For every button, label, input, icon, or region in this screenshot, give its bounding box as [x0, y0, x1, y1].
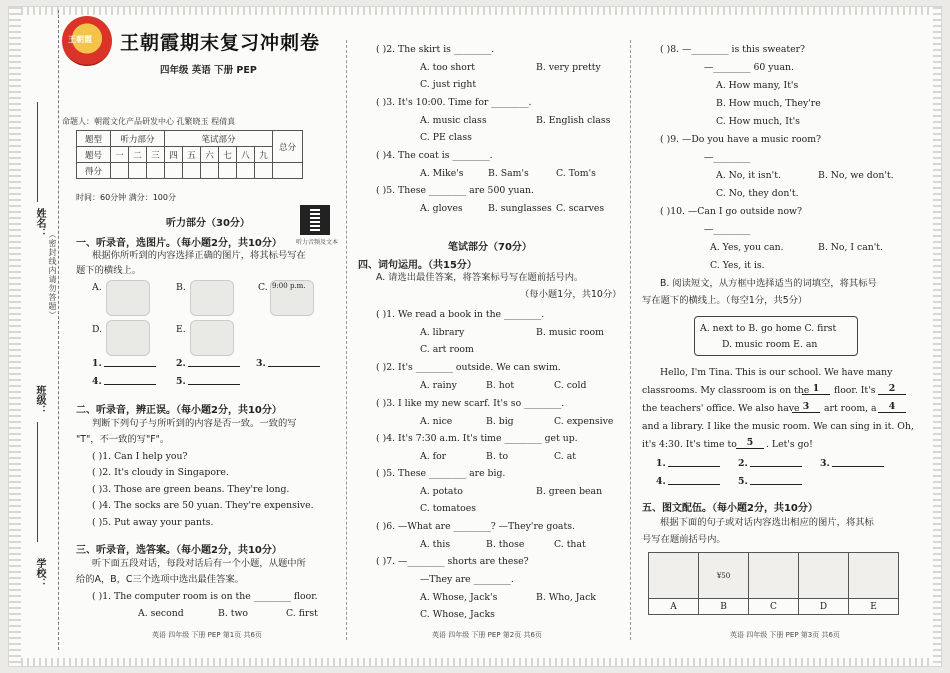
option[interactable]: B. big: [486, 416, 514, 427]
answer-2-label: 2.: [176, 358, 186, 369]
question: ( )7. —________ shorts are these?: [376, 556, 529, 567]
passage-blank-4[interactable]: 4: [878, 401, 906, 413]
option[interactable]: B. those: [486, 539, 525, 550]
option[interactable]: A. nice: [420, 416, 453, 427]
image-label: A: [649, 599, 699, 615]
school-label: 学校：: [34, 558, 45, 588]
option[interactable]: B. very pretty: [536, 62, 601, 73]
question: ( )2. The skirt is ________.: [376, 44, 495, 55]
tf-bracket[interactable]: ( )1.: [92, 451, 112, 462]
answer-1-blank[interactable]: [104, 358, 156, 371]
question: ( )5. These ________ are big.: [376, 468, 506, 479]
option[interactable]: A. rainy: [420, 380, 457, 391]
option[interactable]: C. PE class: [420, 132, 472, 143]
score-blank[interactable]: [129, 163, 147, 179]
option[interactable]: A. Mike's: [420, 168, 464, 179]
option[interactable]: C. Whose, Jacks: [420, 609, 495, 620]
question: ( )2. It's ________ outside. We can swim.: [376, 362, 561, 373]
question: ( )5. These ________ are 500 yuan.: [376, 185, 534, 196]
qr-caption: 听力音频及文本: [296, 239, 339, 246]
passage-line: and a library. I like the music room. We can sing in it. Oh,: [642, 421, 914, 432]
option[interactable]: C. expensive: [554, 416, 614, 427]
vegetables-picture[interactable]: [106, 320, 150, 356]
passage-blank-5[interactable]: 5: [736, 437, 764, 449]
tf-sentence: Put away your pants.: [114, 517, 214, 528]
authors: 命题人：朝霞文化产品研发中心 孔繁晓玉 程倩真: [62, 117, 236, 126]
score-blank[interactable]: [183, 163, 201, 179]
option[interactable]: C. just right: [420, 79, 477, 90]
tf-item-1: [92, 451, 187, 463]
score-cell: 四: [165, 147, 183, 163]
option[interactable]: A. this: [420, 539, 451, 550]
answer-4-label: 4.: [92, 376, 102, 387]
question-line-2: —________: [704, 152, 751, 163]
section-1-instruction: 根据你所听到的内容选择正确的图片，将其标号写在: [92, 250, 306, 261]
brand-logo: [62, 16, 112, 66]
score-cell: 听力部分: [111, 131, 165, 147]
sheep-picture[interactable]: [190, 320, 234, 356]
option[interactable]: B. How much, They're: [716, 98, 821, 109]
option[interactable]: A. gloves: [420, 203, 463, 214]
tf-bracket[interactable]: ( )2.: [92, 467, 112, 478]
score-cell: 二: [129, 147, 147, 163]
option[interactable]: B. English class: [536, 115, 611, 126]
pic-label-d: D.: [92, 324, 103, 335]
score-cell: 三: [147, 147, 165, 163]
decorative-border: [9, 7, 941, 15]
exam-header: [62, 16, 338, 94]
exam-subtitle: 四年级 英语 下册 PEP: [160, 65, 257, 76]
option[interactable]: B. No, we don't.: [818, 170, 894, 181]
question-line-2: —________: [704, 224, 751, 235]
tf-bracket[interactable]: ( )4.: [92, 500, 112, 511]
answer-2-blank[interactable]: [188, 358, 240, 371]
question: ( )9. —Do you have a music room?: [660, 134, 822, 145]
passage-line: the teachers' office. We also have: [642, 403, 800, 414]
option[interactable]: B. Sam's: [488, 168, 529, 179]
option[interactable]: C. Yes, it is.: [710, 260, 765, 271]
section-2-instruction: 判断下列句子与所听到的内容是否一致。一致的写: [92, 418, 297, 429]
option[interactable]: C. art room: [420, 344, 474, 355]
score-blank[interactable]: [165, 163, 183, 179]
passage-line: floor. It's: [834, 385, 876, 396]
option[interactable]: A. music class: [420, 115, 487, 126]
question: ( )6. —What are ________? —They're goats.: [376, 521, 575, 532]
image-label: E: [849, 599, 899, 615]
girl-picture[interactable]: [749, 553, 799, 599]
clock-time-text: 9:00 p.m.: [272, 282, 306, 290]
passage-line: . Let's go!: [766, 439, 813, 450]
answer-5-label: 5.: [176, 376, 186, 387]
passage-line: it's 4:30. It's time to: [642, 439, 737, 450]
section-4a-score: （每小题1分，共10分）: [520, 289, 622, 300]
passage-blank-1[interactable]: 1: [802, 383, 830, 395]
tf-sentence: It's cloudy in Singapore.: [114, 467, 229, 478]
question: ( )4. It's 7:30 a.m. It's time ________ get up.: [376, 433, 578, 444]
question-line-2: —________ 60 yuan.: [704, 62, 794, 73]
answer-3-label: 3.: [820, 458, 830, 469]
tf-item-2: [92, 467, 229, 479]
option[interactable]: C. tomatoes: [420, 503, 476, 514]
hat-picture[interactable]: [106, 280, 150, 316]
passage-line: classrooms. My classroom is on the: [642, 385, 810, 396]
tf-bracket[interactable]: ( )5.: [92, 517, 112, 528]
answer-4-label: 4.: [656, 476, 666, 487]
section-5-instruction: 根据下面的句子或对话内容选出相应的图片，将其标: [660, 517, 874, 528]
option[interactable]: B. hot: [486, 380, 515, 391]
section-4b-instruction: 写在题下的横线上。（每空1分，共5分）: [642, 295, 808, 306]
tf-item-4: [92, 500, 314, 512]
score-blank[interactable]: [255, 163, 273, 179]
pic-label-b: B.: [176, 282, 186, 293]
name-line: [37, 102, 38, 202]
section-2-title: 二、听录音，辨正误。（每小题2分，共10分）: [76, 405, 282, 416]
mountains-picture[interactable]: [649, 553, 699, 599]
option[interactable]: C. that: [554, 539, 586, 550]
passage-blank-2[interactable]: 2: [878, 383, 906, 395]
option[interactable]: A. second: [138, 608, 184, 619]
option[interactable]: B. green bean: [536, 486, 603, 497]
page-footer: 英语 四年级 下册 PEP 第2页 共6页: [432, 631, 542, 639]
answer-1-label: 1.: [92, 358, 102, 369]
option[interactable]: A. potato: [420, 486, 463, 497]
passage-line: Hello, I'm Tina. This is our school. We have many: [660, 367, 893, 378]
window-picture[interactable]: [849, 553, 899, 599]
score-table: [76, 130, 303, 179]
picture-match-table: [648, 552, 899, 615]
option[interactable]: C. scarves: [556, 203, 605, 214]
score-blank[interactable]: [201, 163, 219, 179]
option[interactable]: A. No, it isn't.: [716, 170, 781, 181]
score-cell: 题型: [77, 131, 111, 147]
sun-picture[interactable]: [190, 280, 234, 316]
section-4b-instruction: B. 阅读短文，从方框中选择适当的词填空，将其标号: [660, 278, 877, 289]
answer-2-blank[interactable]: [750, 458, 802, 471]
section-4a-instruction: A. 请选出最佳答案，将答案标号写在题前括号内。: [376, 272, 584, 283]
listening-question-1: ( )1. The computer room is on the ________ floor.: [92, 591, 318, 602]
score-cell: 八: [237, 147, 255, 163]
section-5-title: 五、图文配伍。（每小题2分，共10分）: [642, 503, 818, 514]
decorative-border: [933, 7, 941, 666]
question: ( )3. I like my new scarf. It's so ________.: [376, 398, 565, 409]
answer-1-label: 1.: [656, 458, 666, 469]
tf-item-3: [92, 484, 289, 496]
tf-item-5: [92, 517, 213, 529]
section-1-title: 一、听录音，选图片。（每小题2分，共10分）: [76, 238, 282, 249]
section-3-instruction: 听下面五段对话，每段对话后有一个小题，从题中所: [92, 558, 306, 569]
option[interactable]: A. Whose, Jack's: [420, 592, 498, 603]
answer-2-label: 2.: [738, 458, 748, 469]
score-blank[interactable]: [111, 163, 129, 179]
pic-label-a: A.: [92, 282, 102, 293]
score-cell: 题号: [77, 147, 111, 163]
image-label: B: [699, 599, 749, 615]
score-cell: 六: [201, 147, 219, 163]
option[interactable]: B. to: [486, 451, 509, 462]
option[interactable]: A. too short: [420, 62, 476, 73]
question: ( )8. —________ is this sweater?: [660, 44, 806, 55]
class-line: [37, 422, 38, 542]
column-divider: [346, 40, 347, 640]
score-cell: 一: [111, 147, 129, 163]
fold-line: [58, 10, 59, 650]
decorative-border: [9, 658, 941, 666]
tf-sentence: Can I help you?: [114, 451, 188, 462]
section-1-instruction: 题下的横线上。: [76, 265, 142, 276]
answer-5-blank[interactable]: [188, 376, 240, 389]
time-info: 时间：60分钟 满分：100分: [76, 193, 176, 202]
option[interactable]: B. two: [218, 608, 249, 619]
qr-code-icon[interactable]: [300, 205, 330, 235]
option[interactable]: B. music room: [536, 327, 604, 338]
answer-3-label: 3.: [256, 358, 266, 369]
section-5-instruction: 号写在题前括号内。: [642, 534, 726, 545]
option[interactable]: A. Yes, you can.: [710, 242, 784, 253]
listening-part-title: 听力部分（30分）: [166, 218, 250, 229]
score-blank[interactable]: [219, 163, 237, 179]
option[interactable]: C. at: [554, 451, 576, 462]
potatoes-picture[interactable]: [799, 553, 849, 599]
answer-5-label: 5.: [738, 476, 748, 487]
answer-3-blank[interactable]: [832, 458, 884, 471]
option[interactable]: B. sunglasses: [488, 203, 552, 214]
option[interactable]: B. Who, Jack: [536, 592, 596, 603]
score-cell: 笔试部分: [165, 131, 273, 147]
section-2-instruction: "T"，不一致的写"F"。: [76, 434, 170, 445]
tf-bracket[interactable]: ( )3.: [92, 484, 112, 495]
sweater-picture[interactable]: [699, 553, 749, 599]
option[interactable]: C. Tom's: [556, 168, 596, 179]
tf-sentence: Those are green beans. They're long.: [114, 484, 290, 495]
question: ( )4. The coat is ________.: [376, 150, 493, 161]
answer-5-blank[interactable]: [750, 476, 802, 489]
pic-label-c: C.: [258, 282, 268, 293]
pic-label-e: E.: [176, 324, 186, 335]
exam-title: 王朝霞期末复习冲刺卷: [120, 32, 321, 54]
price-tag: ¥50: [716, 571, 731, 580]
binding-note: （密封线内请勿答题）: [48, 230, 57, 320]
score-blank[interactable]: [147, 163, 165, 179]
column-divider: [630, 40, 631, 640]
section-4-title: 四、词句运用。（共15分）: [358, 260, 477, 271]
image-label: C: [749, 599, 799, 615]
page-footer: 英语 四年级 下册 PEP 第3页 共6页: [730, 631, 840, 639]
score-cell: 总分: [273, 131, 303, 163]
class-label: 班级：: [34, 385, 45, 415]
score-cell: 七: [219, 147, 237, 163]
option[interactable]: C. first: [286, 608, 318, 619]
score-cell: 九: [255, 147, 273, 163]
answer-3-blank[interactable]: [268, 358, 320, 371]
question: ( )3. It's 10:00. Time for ________.: [376, 97, 532, 108]
page-footer: 英语 四年级 下册 PEP 第1页 共6页: [152, 631, 262, 639]
answer-1-blank[interactable]: [668, 458, 720, 471]
question-line-2: —They are ________.: [420, 574, 514, 585]
option[interactable]: C. No, they don't.: [716, 188, 799, 199]
score-cell: 五: [183, 147, 201, 163]
option[interactable]: A. library: [420, 327, 465, 338]
tf-sentence: The socks are 50 yuan. They're expensive.: [114, 500, 314, 511]
section-3-instruction: 给的A，B，C三个选项中选出最佳答案。: [76, 574, 244, 585]
option[interactable]: C. cold: [554, 380, 587, 391]
section-3-title: 三、听录音，选答案。（每小题2分，共10分）: [76, 545, 282, 556]
question: ( )10. —Can I go outside now?: [660, 206, 802, 217]
written-part-title: 笔试部分（70分）: [448, 242, 532, 253]
option[interactable]: B. No, I can't.: [818, 242, 883, 253]
answer-4-blank[interactable]: [668, 476, 720, 489]
option[interactable]: C. How much, It's: [716, 116, 800, 127]
word-bank-row: A. next to B. go home C. first: [700, 323, 837, 334]
score-cell: 得分: [77, 163, 111, 179]
word-bank-row: D. music room E. an: [722, 339, 818, 350]
binding-strip: [14, 10, 60, 650]
passage-blank-3[interactable]: 3: [792, 401, 820, 413]
question: ( )1. We read a book in the ________.: [376, 309, 545, 320]
passage-line: art room, a: [824, 403, 877, 414]
score-blank[interactable]: [273, 163, 303, 179]
name-label: 姓名：: [34, 208, 45, 238]
answer-4-blank[interactable]: [104, 376, 156, 389]
image-label: D: [799, 599, 849, 615]
option[interactable]: A. How many, It's: [716, 80, 799, 91]
score-blank[interactable]: [237, 163, 255, 179]
logo-text: 王朝霞: [68, 35, 92, 44]
option[interactable]: A. for: [420, 451, 447, 462]
